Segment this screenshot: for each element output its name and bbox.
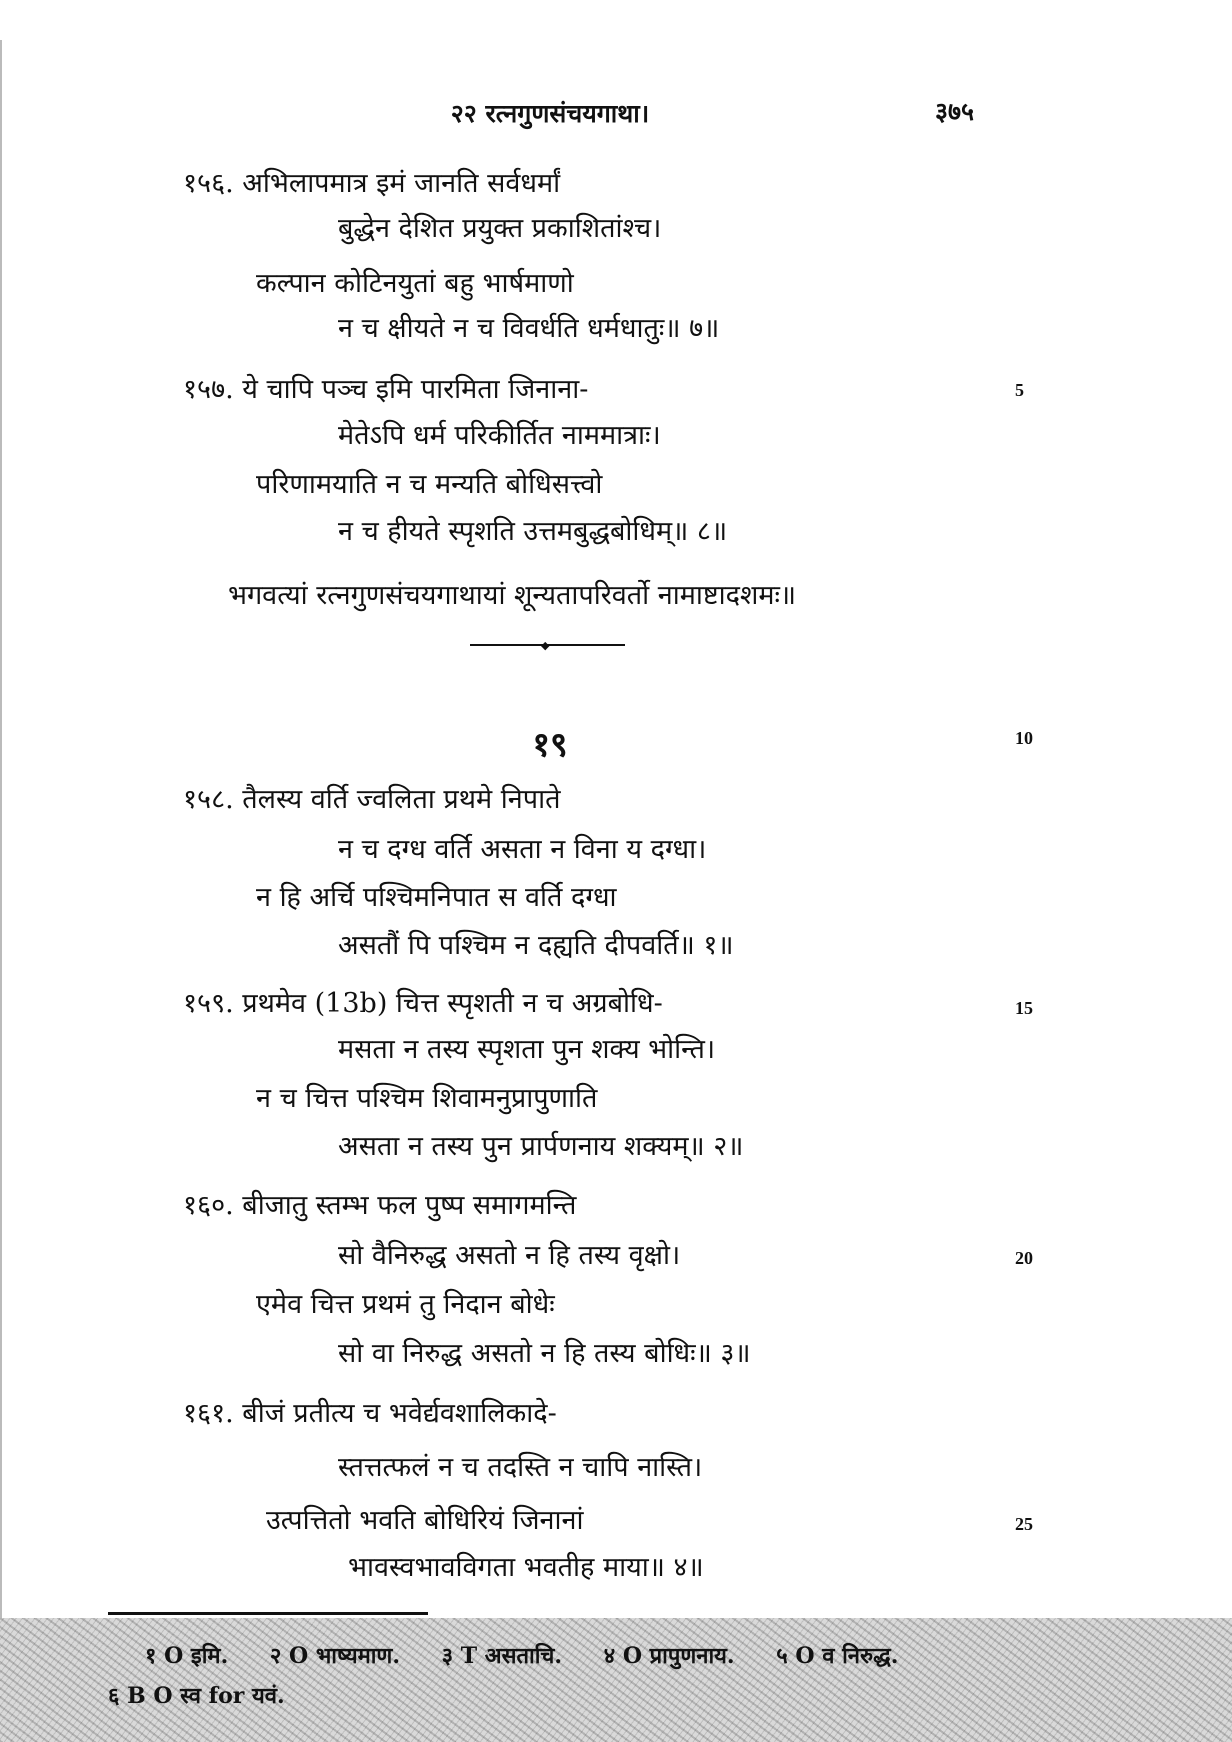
verse-156-line-3: कल्पान कोटिनयुतां बहु भार्षमाणो [256,268,574,299]
verse-161-line-4: भावस्वभावविगता भवतीह माया॥ ४॥ [348,1552,704,1583]
verse-161-line-3: उत्पत्तितो भवति बोधिरियं जिनानां [266,1505,584,1536]
chapter-colophon: भगवत्यां रत्नगुणसंचयगाथायां शून्यतापरिवर्तो नामाष्टादशमः॥ [228,580,797,611]
divider-ornament: ◆ [541,639,550,652]
verse-157-line-3: परिणामयाति न च मन्यति बोधिसत्त्वो [256,469,603,500]
verse-156-line-1: १५६. अभिलापमात्र इमं जानति सर्वधर्मां [183,168,561,199]
scan-edge [0,40,2,1700]
margin-line-number: 5 [1015,380,1024,400]
verse-159-line-1: १५९. प्रथमेव (13b) चित्त स्पृशती न च अग्रबोधि- [183,988,663,1019]
margin-line-number: 15 [1015,998,1033,1018]
footnote-3: ३ T असताचि. [441,1643,563,1669]
verse-156-line-2: बुद्धेन देशित प्रयुक्त प्रकाशितांश्च। [338,213,662,244]
footnote-2: २ O भाष्यमाण. [269,1643,400,1669]
verse-158-line-4: असतौं पि पश्चिम न दह्यति दीपवर्ति॥ १॥ [338,930,734,961]
margin-line-number: 25 [1015,1514,1033,1534]
verse-160-line-1: १६०. बीजातु स्तम्भ फल पुष्प समागमन्ति [183,1190,577,1221]
verse-159-line-2: मसता न तस्य स्पृशता पुन शक्य भोन्ति। [338,1034,716,1065]
margin-line-number: 10 [1015,728,1033,748]
footnote-5: ५ O व निरुद्ध. [776,1643,899,1669]
verse-158-line-1: १५८. तैलस्य वर्ति ज्वलिता प्रथमे निपाते [183,784,561,815]
footnote-1: १ O इमि. [145,1643,229,1669]
verse-161-line-1: १६१. बीजं प्रतीत्य च भवेर्द्यवशालिकादे- [183,1398,557,1429]
verse-160-line-2: सो वैनिरुद्ध असतो न हि तस्य वृक्षो। [338,1240,681,1271]
footnote-6: ६ B O स्व for यवं. [108,1683,285,1709]
verse-159-line-4: असता न तस्य पुन प्रार्पणनाय शक्यम्॥ २॥ [338,1131,744,1162]
verse-160-line-3: एमेव चित्त प्रथमं तु निदान बोधेः [256,1289,555,1320]
verse-158-line-3: न हि अर्चि पश्चिमनिपात स वर्ति दग्धा [256,882,617,913]
page-number: ३७५ [935,97,975,126]
verse-157-line-2: मेतेऽपि धर्म परिकीर्तित नाममात्राः। [338,420,661,451]
verse-159-line-3: न च चित्त पश्चिम शिवामनुप्रापुणाति [256,1083,598,1114]
verse-161-line-2: स्तत्तत्फलं न च तदस्ति न चापि नास्ति। [338,1452,703,1483]
verse-158-line-2: न च दग्ध वर्ति असता न विना य दग्धा। [338,834,707,865]
running-head-title: २२ रत्नगुणसंचयगाथा। [450,99,650,128]
footnote-rule [108,1612,428,1615]
verse-160-line-4: सो वा निरुद्ध असतो न हि तस्य बोधिः॥ ३॥ [338,1338,751,1369]
verse-156-line-4: न च क्षीयते न च विवर्धति धर्मधातुः॥ ७॥ [338,313,720,344]
footnote-4: ४ O प्रापुणनाय. [603,1643,735,1669]
verse-157-line-4: न च हीयते स्पृशति उत्तमबुद्धबोधिम्॥ ८॥ [338,516,728,547]
footnote-line-2 [108,1680,319,1710]
margin-line-number: 20 [1015,1248,1033,1268]
chapter-number: १९ [532,725,568,765]
footnote-line-1 [145,1640,932,1670]
verse-157-line-1: १५७. ये चापि पञ्च इमि पारमिता जिनाना- [183,374,589,405]
